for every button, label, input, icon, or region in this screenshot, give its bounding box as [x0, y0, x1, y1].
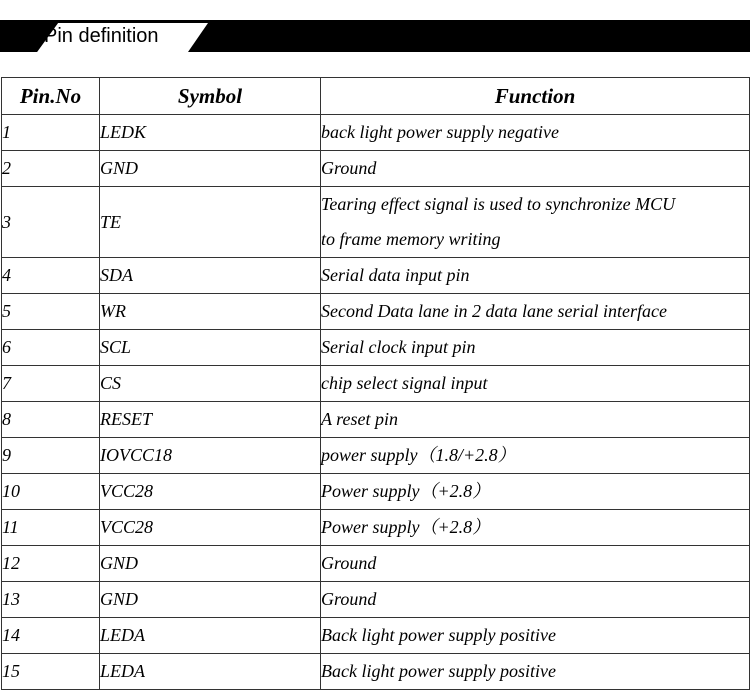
pin-symbol: SCL: [100, 330, 321, 366]
pin-symbol: SDA: [100, 258, 321, 294]
table-row: [2, 402, 750, 438]
pin-number: 9: [2, 438, 100, 474]
pin-symbol: LEDA: [100, 654, 321, 690]
table-row: [2, 582, 750, 618]
pin-function: Back light power supply positive: [321, 654, 750, 690]
pin-number: 11: [2, 510, 100, 546]
pin-function: chip select signal input: [321, 366, 750, 402]
pin-symbol: GND: [100, 582, 321, 618]
pin-symbol: GND: [100, 546, 321, 582]
pin-function: A reset pin: [321, 402, 750, 438]
pin-function: Ground: [321, 151, 750, 187]
table-row: [2, 510, 750, 546]
pin-function-line-1: Tearing effect signal is used to synchronize MCU: [321, 194, 676, 214]
section-title: Pin definition: [44, 25, 159, 47]
pin-number: 13: [2, 582, 100, 618]
table-row: [2, 438, 750, 474]
header-symbol: Symbol: [100, 78, 321, 115]
pin-symbol: VCC28: [100, 510, 321, 546]
pin-number: 6: [2, 330, 100, 366]
pin-number: 7: [2, 366, 100, 402]
table-row: [2, 474, 750, 510]
pin-symbol: LEDK: [100, 115, 321, 151]
pin-symbol: LEDA: [100, 618, 321, 654]
pin-definition-table: [1, 77, 750, 690]
pin-function-multiline: [321, 187, 750, 258]
pin-symbol: VCC28: [100, 474, 321, 510]
pin-number: 2: [2, 151, 100, 187]
table-row: [2, 187, 750, 258]
table-row: [2, 294, 750, 330]
pin-function-line-2: to frame memory writing: [321, 229, 501, 249]
pin-number: 10: [2, 474, 100, 510]
pin-number: 1: [2, 115, 100, 151]
table-header-row: [2, 78, 750, 115]
pin-function: Ground: [321, 582, 750, 618]
table-row: [2, 366, 750, 402]
pin-number: 14: [2, 618, 100, 654]
table-row: [2, 618, 750, 654]
header-function: Function: [321, 78, 750, 115]
pin-number: 3: [2, 187, 100, 258]
pin-symbol: GND: [100, 151, 321, 187]
table-row: [2, 330, 750, 366]
pin-number: 8: [2, 402, 100, 438]
pin-number: 15: [2, 654, 100, 690]
header-pin-no: Pin.No: [2, 78, 100, 115]
pin-number: 4: [2, 258, 100, 294]
pin-function: power supply（1.8/+2.8）: [321, 438, 750, 474]
pin-symbol: WR: [100, 294, 321, 330]
pin-function: Power supply（+2.8）: [321, 510, 750, 546]
section-header-banner: [0, 20, 750, 52]
pin-function: Second Data lane in 2 data lane serial interface: [321, 294, 750, 330]
pin-symbol: RESET: [100, 402, 321, 438]
pin-number: 5: [2, 294, 100, 330]
pin-function: Power supply（+2.8）: [321, 474, 750, 510]
pin-function: Back light power supply positive: [321, 618, 750, 654]
table-row: [2, 115, 750, 151]
pin-function: Serial clock input pin: [321, 330, 750, 366]
pin-symbol: CS: [100, 366, 321, 402]
pin-symbol: TE: [100, 187, 321, 258]
pin-function: back light power supply negative: [321, 115, 750, 151]
table-row: [2, 546, 750, 582]
table-row: [2, 151, 750, 187]
pin-function: Serial data input pin: [321, 258, 750, 294]
table-row: [2, 258, 750, 294]
pin-number: 12: [2, 546, 100, 582]
pin-symbol: IOVCC18: [100, 438, 321, 474]
table-row: [2, 654, 750, 690]
pin-function: Ground: [321, 546, 750, 582]
